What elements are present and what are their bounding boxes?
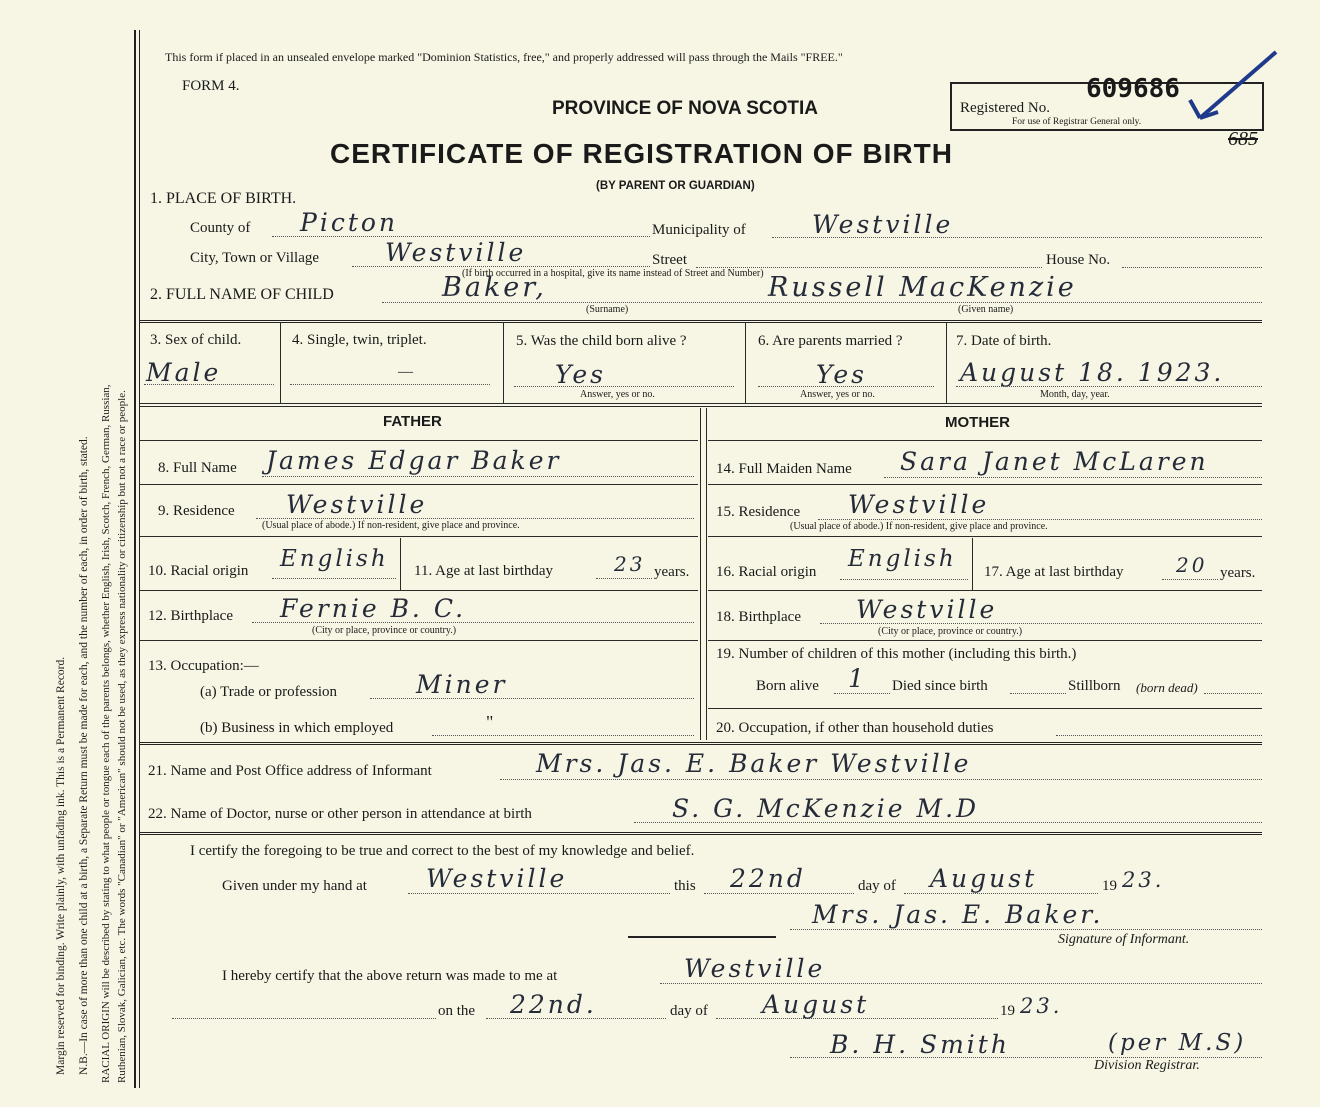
- street-label: Street: [652, 252, 687, 268]
- child-name-label: 2. FULL NAME OF CHILD: [150, 286, 334, 303]
- father-birthplace-value: Fernie B. C.: [280, 594, 467, 623]
- city-value: Westville: [385, 238, 527, 267]
- mother-residence-value: Westville: [848, 490, 990, 519]
- given-year-value: 23.: [1122, 868, 1165, 892]
- alive-value: Yes: [555, 360, 606, 389]
- given-caption: (Given name): [958, 304, 1014, 315]
- father-residence-caption: (Usual place of abode.) If non-resident, give place and province.: [262, 520, 520, 531]
- this-label: this: [674, 878, 696, 894]
- dob-caption: Month, day, year.: [1040, 389, 1110, 400]
- mother-years-label: years.: [1220, 565, 1256, 581]
- alive-label: 5. Was the child born alive ?: [516, 333, 687, 349]
- registered-label: Registered No.: [960, 100, 1050, 116]
- place-of-birth-label: 1. PLACE OF BIRTH.: [150, 190, 297, 207]
- mother-birthplace-label: 18. Birthplace: [716, 609, 801, 625]
- registrar-signature: B. H. Smith: [830, 1030, 1010, 1059]
- father-name-value: James Edgar Baker: [266, 446, 562, 475]
- born-alive-label: Born alive: [756, 678, 819, 694]
- mother-occupation-label: 20. Occupation, if other than household duties: [716, 720, 994, 736]
- father-racial-value: English: [280, 546, 389, 572]
- mother-name-label: 14. Full Maiden Name: [716, 461, 852, 477]
- informant-label: 21. Name and Post Office address of Informant: [148, 763, 432, 779]
- mother-age-label: 17. Age at last birthday: [984, 564, 1124, 580]
- registrar-month-value: August: [762, 990, 870, 1019]
- single-value: —: [398, 364, 413, 380]
- mother-birthplace-value: Westville: [856, 595, 998, 624]
- municipality-value: Westville: [812, 210, 954, 239]
- city-label: City, Town or Village: [190, 250, 320, 266]
- dob-label: 7. Date of birth.: [956, 333, 1052, 349]
- mother-racial-label: 16. Racial origin: [716, 564, 817, 580]
- father-heading: FATHER: [383, 413, 442, 430]
- check-mark-icon: [1180, 50, 1280, 130]
- day-of-label: day of: [858, 878, 896, 894]
- certification-text: I certify the foregoing to be true and correct to the best of my knowledge and belief.: [190, 843, 695, 859]
- stillborn-label: Stillborn: [1068, 678, 1121, 694]
- married-label: 6. Are parents married ?: [758, 333, 903, 349]
- house-label: House No.: [1046, 252, 1111, 268]
- given-day-value: 22nd: [730, 864, 806, 893]
- margin-note-2: N.B.—In case of more than one child at a birth, a Separate Return must be made for each, and the number of each, in order of birth, stated.: [78, 436, 90, 1075]
- registrar-text: I hereby certify that the above return was made to me at: [222, 968, 558, 984]
- married-value: Yes: [816, 360, 867, 389]
- stillborn-note: (born dead): [1136, 680, 1198, 695]
- registered-number: 609686: [1086, 74, 1180, 104]
- informant-signature: Mrs. Jas. E. Baker.: [812, 900, 1104, 929]
- separator-rule: [628, 936, 776, 938]
- registrar-day-of-label: day of: [670, 1003, 708, 1019]
- mother-residence-label: 15. Residence: [716, 504, 801, 520]
- division-registrar-label: Division Registrar.: [1094, 1058, 1200, 1073]
- sex-value: Male: [146, 358, 222, 387]
- children-count-label: 19. Number of children of this mother (including this birth.): [716, 646, 1077, 662]
- occupation-label: 13. Occupation:—: [148, 658, 259, 674]
- father-birthplace-caption: (City or place, province or country.): [312, 625, 457, 636]
- mother-age-value: 20: [1176, 553, 1208, 577]
- given-year-prefix: 19: [1102, 878, 1117, 894]
- form-number: FORM 4.: [182, 78, 240, 94]
- died-label: Died since birth: [892, 678, 988, 694]
- binding-rule-inner: [139, 30, 140, 1088]
- single-label: 4. Single, twin, triplet.: [292, 332, 427, 348]
- registrar-per: (per M.S): [1108, 1030, 1247, 1056]
- father-racial-label: 10. Racial origin: [148, 563, 249, 579]
- father-name-label: 8. Full Name: [158, 460, 237, 476]
- margin-note-1: Margin reserved for binding. Write plainly, with unfading ink. This is a Permanent Record.: [55, 656, 67, 1075]
- child-given-name: Russell MacKenzie: [768, 272, 1077, 303]
- margin-note-4: Ruthenian, Slovak, Galician, etc. The words "Canadian" or "American" should not be used, as they express nationality or citizenship but not a race or people.: [116, 390, 128, 1083]
- certificate-title: CERTIFICATE OF REGISTRATION OF BIRTH: [330, 138, 953, 169]
- on-the-label: on the: [438, 1003, 476, 1019]
- mother-birthplace-caption: (City or place, province or country.): [878, 626, 1023, 637]
- father-age-value: 23: [614, 552, 646, 576]
- father-years-label: years.: [654, 564, 690, 580]
- informant-value: Mrs. Jas. E. Baker Westville: [536, 749, 972, 778]
- business-label: (b) Business in which employed: [200, 720, 394, 736]
- father-residence-value: Westville: [286, 490, 428, 519]
- center-divider: [700, 408, 701, 740]
- top-notice: This form if placed in an unsealed envelope marked "Dominion Statistics, free," and properly addressed will pass through the Mails "FREE.": [165, 50, 843, 64]
- father-residence-label: 9. Residence: [158, 503, 235, 519]
- given-under-label: Given under my hand at: [222, 878, 367, 894]
- certificate-subtitle: (BY PARENT OR GUARDIAN): [596, 180, 755, 192]
- mother-residence-caption: (Usual place of abode.) If non-resident, give place and province.: [790, 521, 1048, 532]
- binding-rule: [134, 30, 136, 1088]
- municipality-label: Municipality of: [652, 222, 746, 238]
- trade-value: Miner: [416, 670, 508, 699]
- registered-note: For use of Registrar General only.: [1012, 117, 1142, 127]
- child-surname: Baker,: [442, 272, 547, 303]
- registrar-place-value: Westville: [684, 954, 826, 983]
- registrar-year-prefix: 19: [1000, 1003, 1015, 1019]
- margin-note-3: RACIAL ORIGIN will be described by stating to what people or tongue each of the parents belongs, whether English, Irish, Scotch, French, German, Russian,: [100, 384, 112, 1083]
- married-caption: Answer, yes or no.: [800, 389, 875, 400]
- registered-scribble: 685: [1228, 128, 1258, 150]
- doctor-value: S. G. McKenzie M.D: [672, 794, 980, 823]
- given-month-value: August: [930, 864, 1038, 893]
- born-alive-value: 1: [848, 664, 867, 693]
- surname-caption: (Surname): [586, 304, 629, 315]
- registrar-year-value: 23.: [1020, 994, 1063, 1018]
- doctor-label: 22. Name of Doctor, nurse or other person in attendance at birth: [148, 806, 532, 822]
- county-value: Picton: [300, 208, 399, 237]
- given-place-value: Westville: [426, 864, 568, 893]
- trade-label: (a) Trade or profession: [200, 684, 338, 700]
- hospital-note: (If birth occurred in a hospital, give its name instead of Street and Number): [462, 268, 764, 279]
- signature-informant-label: Signature of Informant.: [1058, 932, 1190, 947]
- mother-racial-value: English: [848, 546, 957, 572]
- alive-caption: Answer, yes or no.: [580, 389, 655, 400]
- father-birthplace-label: 12. Birthplace: [148, 608, 233, 624]
- registrar-day-value: 22nd.: [510, 990, 597, 1019]
- mother-heading: MOTHER: [945, 414, 1010, 431]
- father-age-label: 11. Age at last birthday: [414, 563, 553, 579]
- business-value: ": [486, 712, 494, 732]
- dob-value: August 18. 1923.: [960, 358, 1225, 387]
- county-label: County of: [190, 220, 251, 236]
- province-heading: PROVINCE OF NOVA SCOTIA: [552, 98, 819, 119]
- mother-name-value: Sara Janet McLaren: [900, 447, 1209, 476]
- sex-label: 3. Sex of child.: [150, 332, 242, 348]
